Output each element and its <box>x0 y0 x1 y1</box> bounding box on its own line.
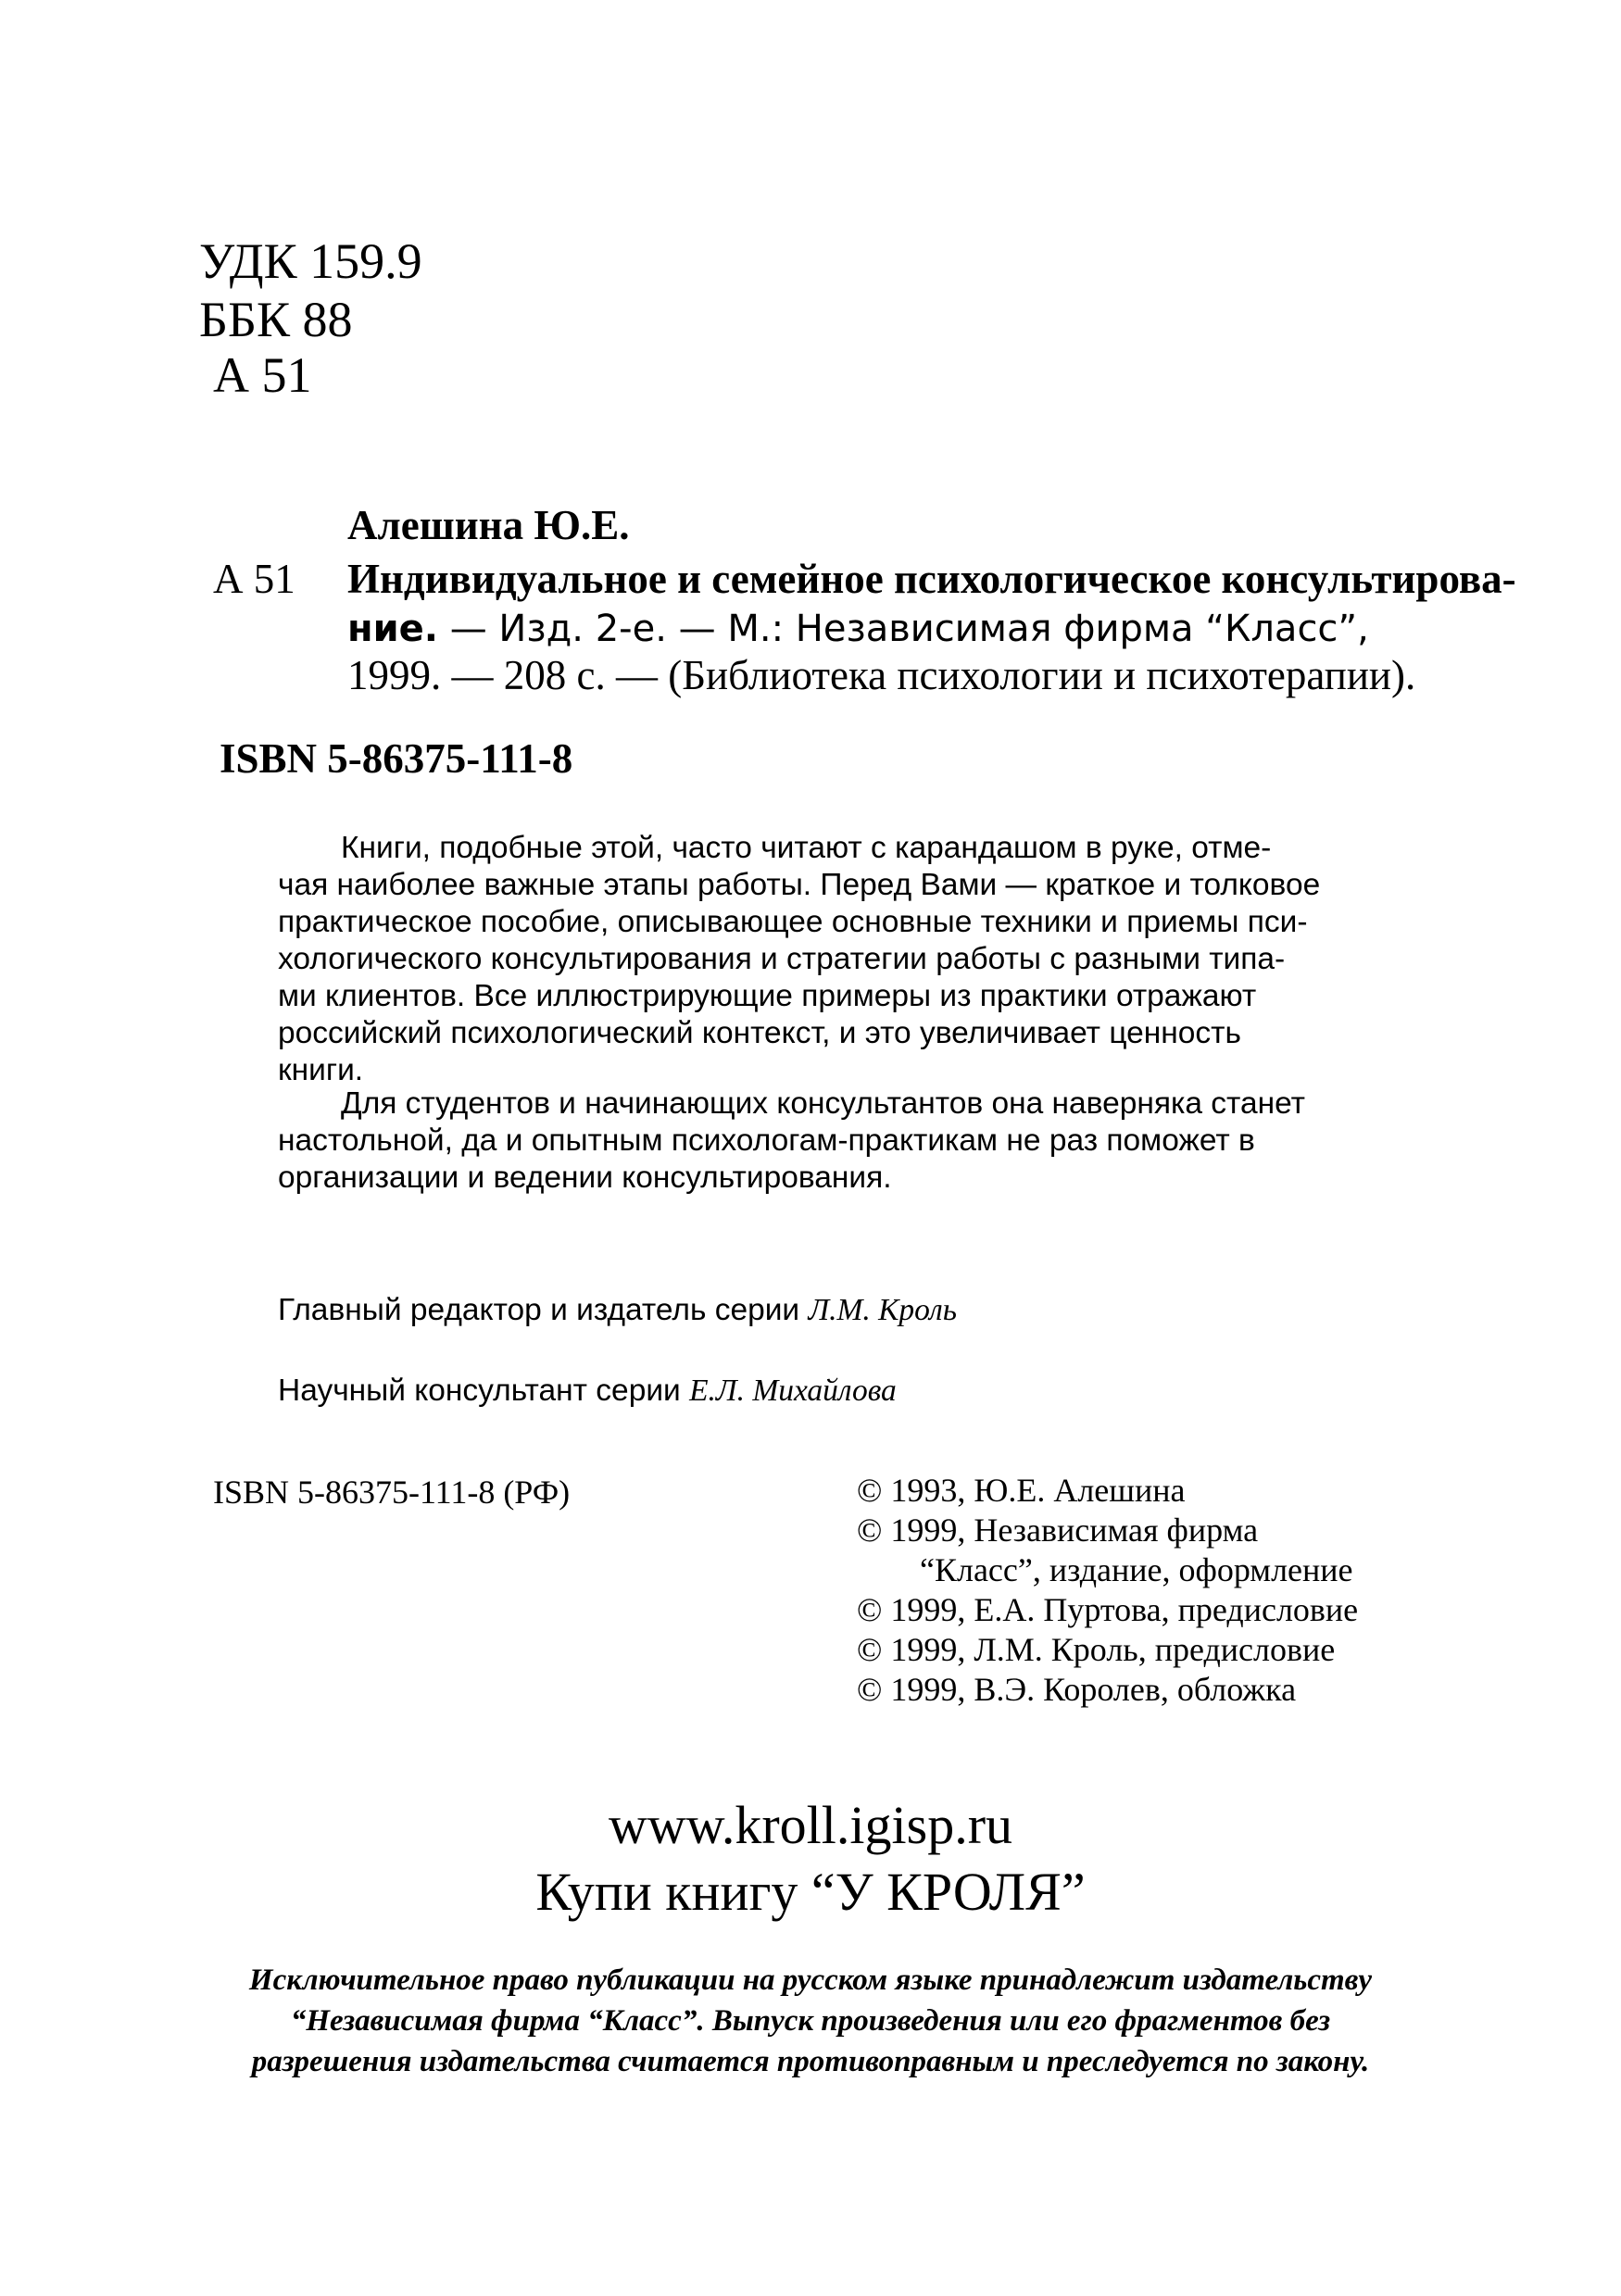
consultant-name: Е.Л. Михайлова <box>689 1374 897 1408</box>
copyright-line: © 1999, Е.А. Пуртова, предисловие <box>857 1591 1359 1628</box>
edition-info: — Изд. 2-е. — М.: Независимая фирма “Класс”, <box>438 608 1369 650</box>
copyright-line: © 1999, В.Э. Королев, обложка <box>857 1671 1297 1708</box>
annotation-line: настольной, да и опытным психологам-практикам не раз поможет в <box>278 1123 1255 1158</box>
website-url: www.kroll.igisp.ru <box>608 1795 1013 1855</box>
udk-code: УДК 159.9 <box>199 233 422 289</box>
copyright-line: © 1999, Л.М. Кроль, предисловие <box>857 1631 1336 1668</box>
author-mark: А 51 <box>213 347 312 403</box>
annotation-line: ми клиентов. Все иллюстрирующие примеры из практики отражают <box>278 979 1257 1013</box>
annotation-line: чая наиболее важные этапы работы. Перед Вами — краткое и толковое <box>278 868 1321 902</box>
copyright-line: © 1999, Независимая фирма <box>857 1512 1259 1549</box>
copyright-line: “Класс”, издание, оформление <box>920 1551 1353 1588</box>
copyright-block <box>857 1474 1358 1713</box>
book-author: Алешина Ю.Е. <box>347 502 630 548</box>
annotation-line: Для студентов и начинающих консультантов она наверняка станет <box>341 1086 1306 1121</box>
rights-line: разрешения издательства считается противоправным и преследуется по закону. <box>251 2045 1370 2078</box>
bbk-code: ББК 88 <box>199 292 353 347</box>
annotation-paragraph-1 <box>278 833 1352 1092</box>
scientific-consultant <box>278 1375 897 1407</box>
annotation-line: книги. <box>278 1053 364 1087</box>
annotation-line: хологического консультирования и стратегии работы с разными типа- <box>278 942 1286 976</box>
chief-editor-label: Главный редактор и издатель серии <box>278 1293 809 1327</box>
chief-editor <box>278 1295 957 1326</box>
chief-editor-name: Л.М. Кроль <box>808 1293 957 1327</box>
book-title-line1: Индивидуальное и семейное психологическое консультирова- <box>347 556 1516 602</box>
bibliography-line2 <box>347 607 1369 648</box>
annotation-line: практическое пособие, описывающее основные техники и приемы пси- <box>278 905 1308 939</box>
copyright-line: © 1993, Ю.Е. Алешина <box>857 1472 1186 1509</box>
consultant-label: Научный консультант серии <box>278 1374 690 1408</box>
author-mark-side: А 51 <box>213 556 295 602</box>
annotation-line: российский психологический контекст, и это увеличивает ценность <box>278 1016 1241 1050</box>
rights-line: “Независимая фирма “Класс”. Выпуск произведения или его фрагментов без <box>290 2004 1331 2038</box>
bibliography-line3: 1999. — 208 с. — (Библиотека психологии и психотерапии). <box>347 652 1416 698</box>
rights-line: Исключительное право публикации на русском языке принадлежит издательству <box>248 1964 1373 1997</box>
isbn-rf: ISBN 5-86375-111-8 (РФ) <box>213 1474 571 1511</box>
annotation-paragraph-2 <box>278 1088 1352 1199</box>
annotation-line: организации и ведении консультирования. <box>278 1161 892 1195</box>
slogan: Купи книгу “У КРОЛЯ” <box>535 1862 1086 1922</box>
isbn-main: ISBN 5-86375-111-8 <box>220 735 573 782</box>
rights-notice <box>0 1965 1621 2088</box>
annotation-line: Книги, подобные этой, часто читают с карандашом в руке, отме- <box>341 831 1272 865</box>
book-title-line2: ние. <box>347 608 438 650</box>
